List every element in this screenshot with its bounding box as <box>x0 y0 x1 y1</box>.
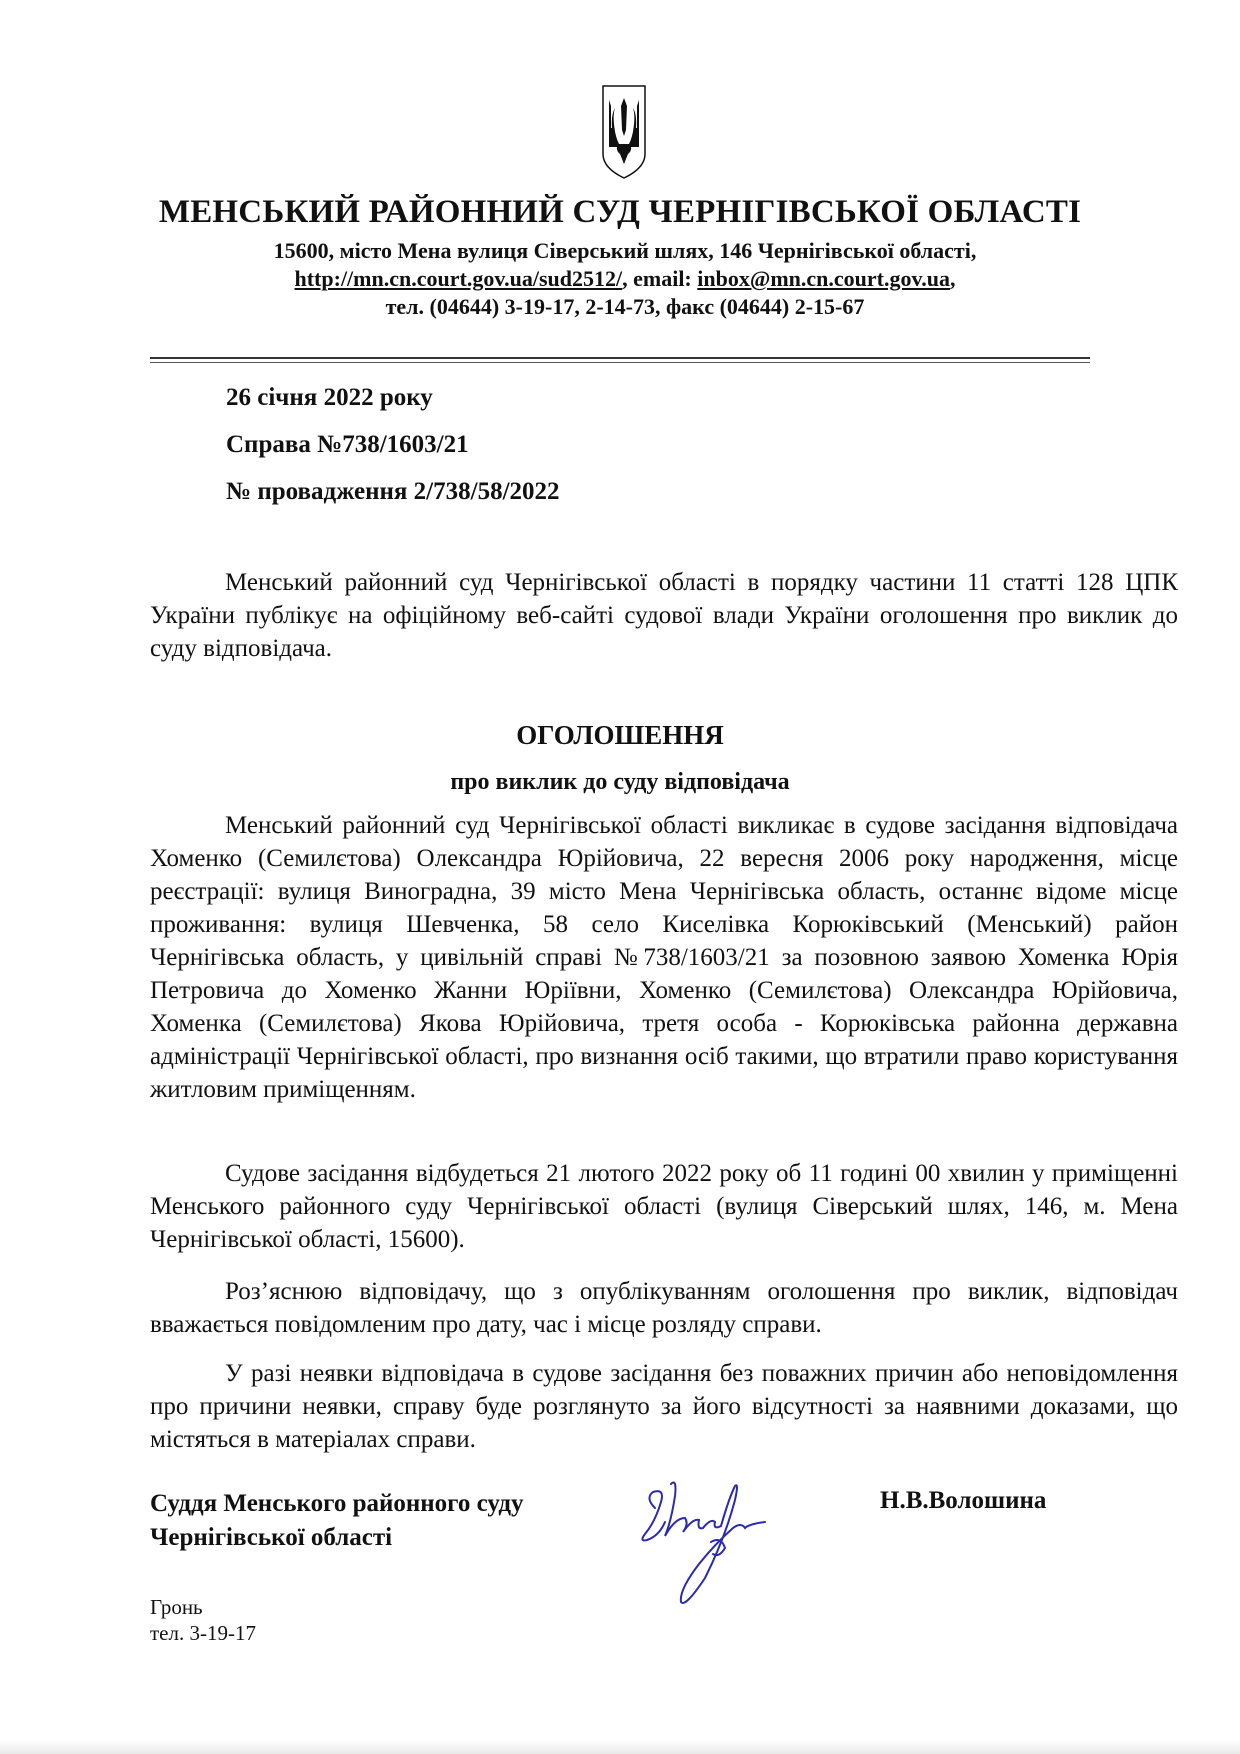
executor-info <box>150 1594 256 1646</box>
hearing-paragraph: Судове засідання відбудеться 21 лютого 2022 року об 11 годині 00 хвилин у приміщенні Менського районного суду Чернігівської області (вулиця Сіверський шлях, 146, м. Мена Чернігівської області, 15600). <box>150 1160 1178 1253</box>
trident-emblem-icon <box>601 84 647 180</box>
header-divider-thin <box>150 362 1090 363</box>
scan-bottom-edge <box>0 1740 1240 1754</box>
court-name-heading: МЕНСЬКИЙ РАЙОННИЙ СУД ЧЕРНІГІВСЬКОЇ ОБЛАСТІ <box>158 194 1082 230</box>
judge-position-line2: Чернігівської області <box>150 1524 393 1551</box>
court-address: 15600, місто Мена вулиця Сіверський шлях, 146 Чернігівської області, <box>273 238 977 263</box>
judge-name: Н.В.Волошина <box>880 1487 1047 1514</box>
header-divider <box>150 357 1090 359</box>
summons-paragraph: Менський районний суд Чернігівської області викликає в судове засідання відповідача Хоменко (Семилєтова) Олександра Юрійовича, 22 вересня 2006 року народження, місце реєстрації: вулиця Виноградна, 39 місто Мена Чернігівська область, останнє відоме місце проживання: вулиця Шевченка, 58 село Киселівка Корюківський (Менський) район Чернігівська область, у цивільній справі №738/1603/21 за позовною заявою Хоменка Юрія Петровича до Хоменко Жанни Юріївни, Хоменко (Семилєтова) Олександра Юрійовича, Хоменка (Семилєтова) Якова Юрійовича, третя особа - Корюківська районна державна адміністрації Чернігівської області, про визнання осіб такими, що втратили право користування житловим приміщенням. <box>150 812 1178 1103</box>
executor-name: Гронь <box>150 1595 203 1619</box>
executor-phone: тел. 3-19-17 <box>150 1621 256 1645</box>
announcement-title: ОГОЛОШЕННЯ <box>516 720 724 750</box>
document-date: 26 січня 2022 року <box>226 384 433 411</box>
email-label: , email: <box>622 266 698 291</box>
judge-position <box>150 1487 524 1555</box>
court-phones: тел. (04644) 3-19-17, 2-14-73, факс (04644) 2-15-67 <box>385 294 865 319</box>
court-contacts <box>45 266 1205 292</box>
announcement-subtitle: про виклик до суду відповідача <box>450 769 790 795</box>
email-link[interactable]: inbox@mn.cn.court.gov.ua <box>697 266 950 291</box>
case-number: Справа №738/1603/21 <box>226 431 469 458</box>
proceeding-number: № провадження 2/738/58/2022 <box>226 478 560 505</box>
notice-paragraph: Роз’яснюю відповідачу, що з опублікуванням оголошення про виклик, відповідач вважається повідомленим про дату, час і місце розляду справи. <box>150 1278 1178 1338</box>
website-link[interactable]: http://mn.cn.court.gov.ua/sud2512/ <box>294 266 623 291</box>
signature-icon <box>625 1478 795 1618</box>
judge-position-line1: Суддя Менського районного суду <box>150 1490 524 1517</box>
absence-paragraph: У разі неявки відповідача в судове засідання без поважних причин або неповідомлення про причини неявки, справу буде розглянуто за його відсутності за наявними доказами, що містяться в матеріалах справи. <box>150 1360 1178 1453</box>
intro-paragraph: Менський районний суд Чернігівської області в порядку частини 11 статті 128 ЦПК України публікує на офіційному веб-сайті судової влади України оголошення про виклик до суду відповідача. <box>150 569 1178 662</box>
email-suffix: , <box>950 266 956 291</box>
